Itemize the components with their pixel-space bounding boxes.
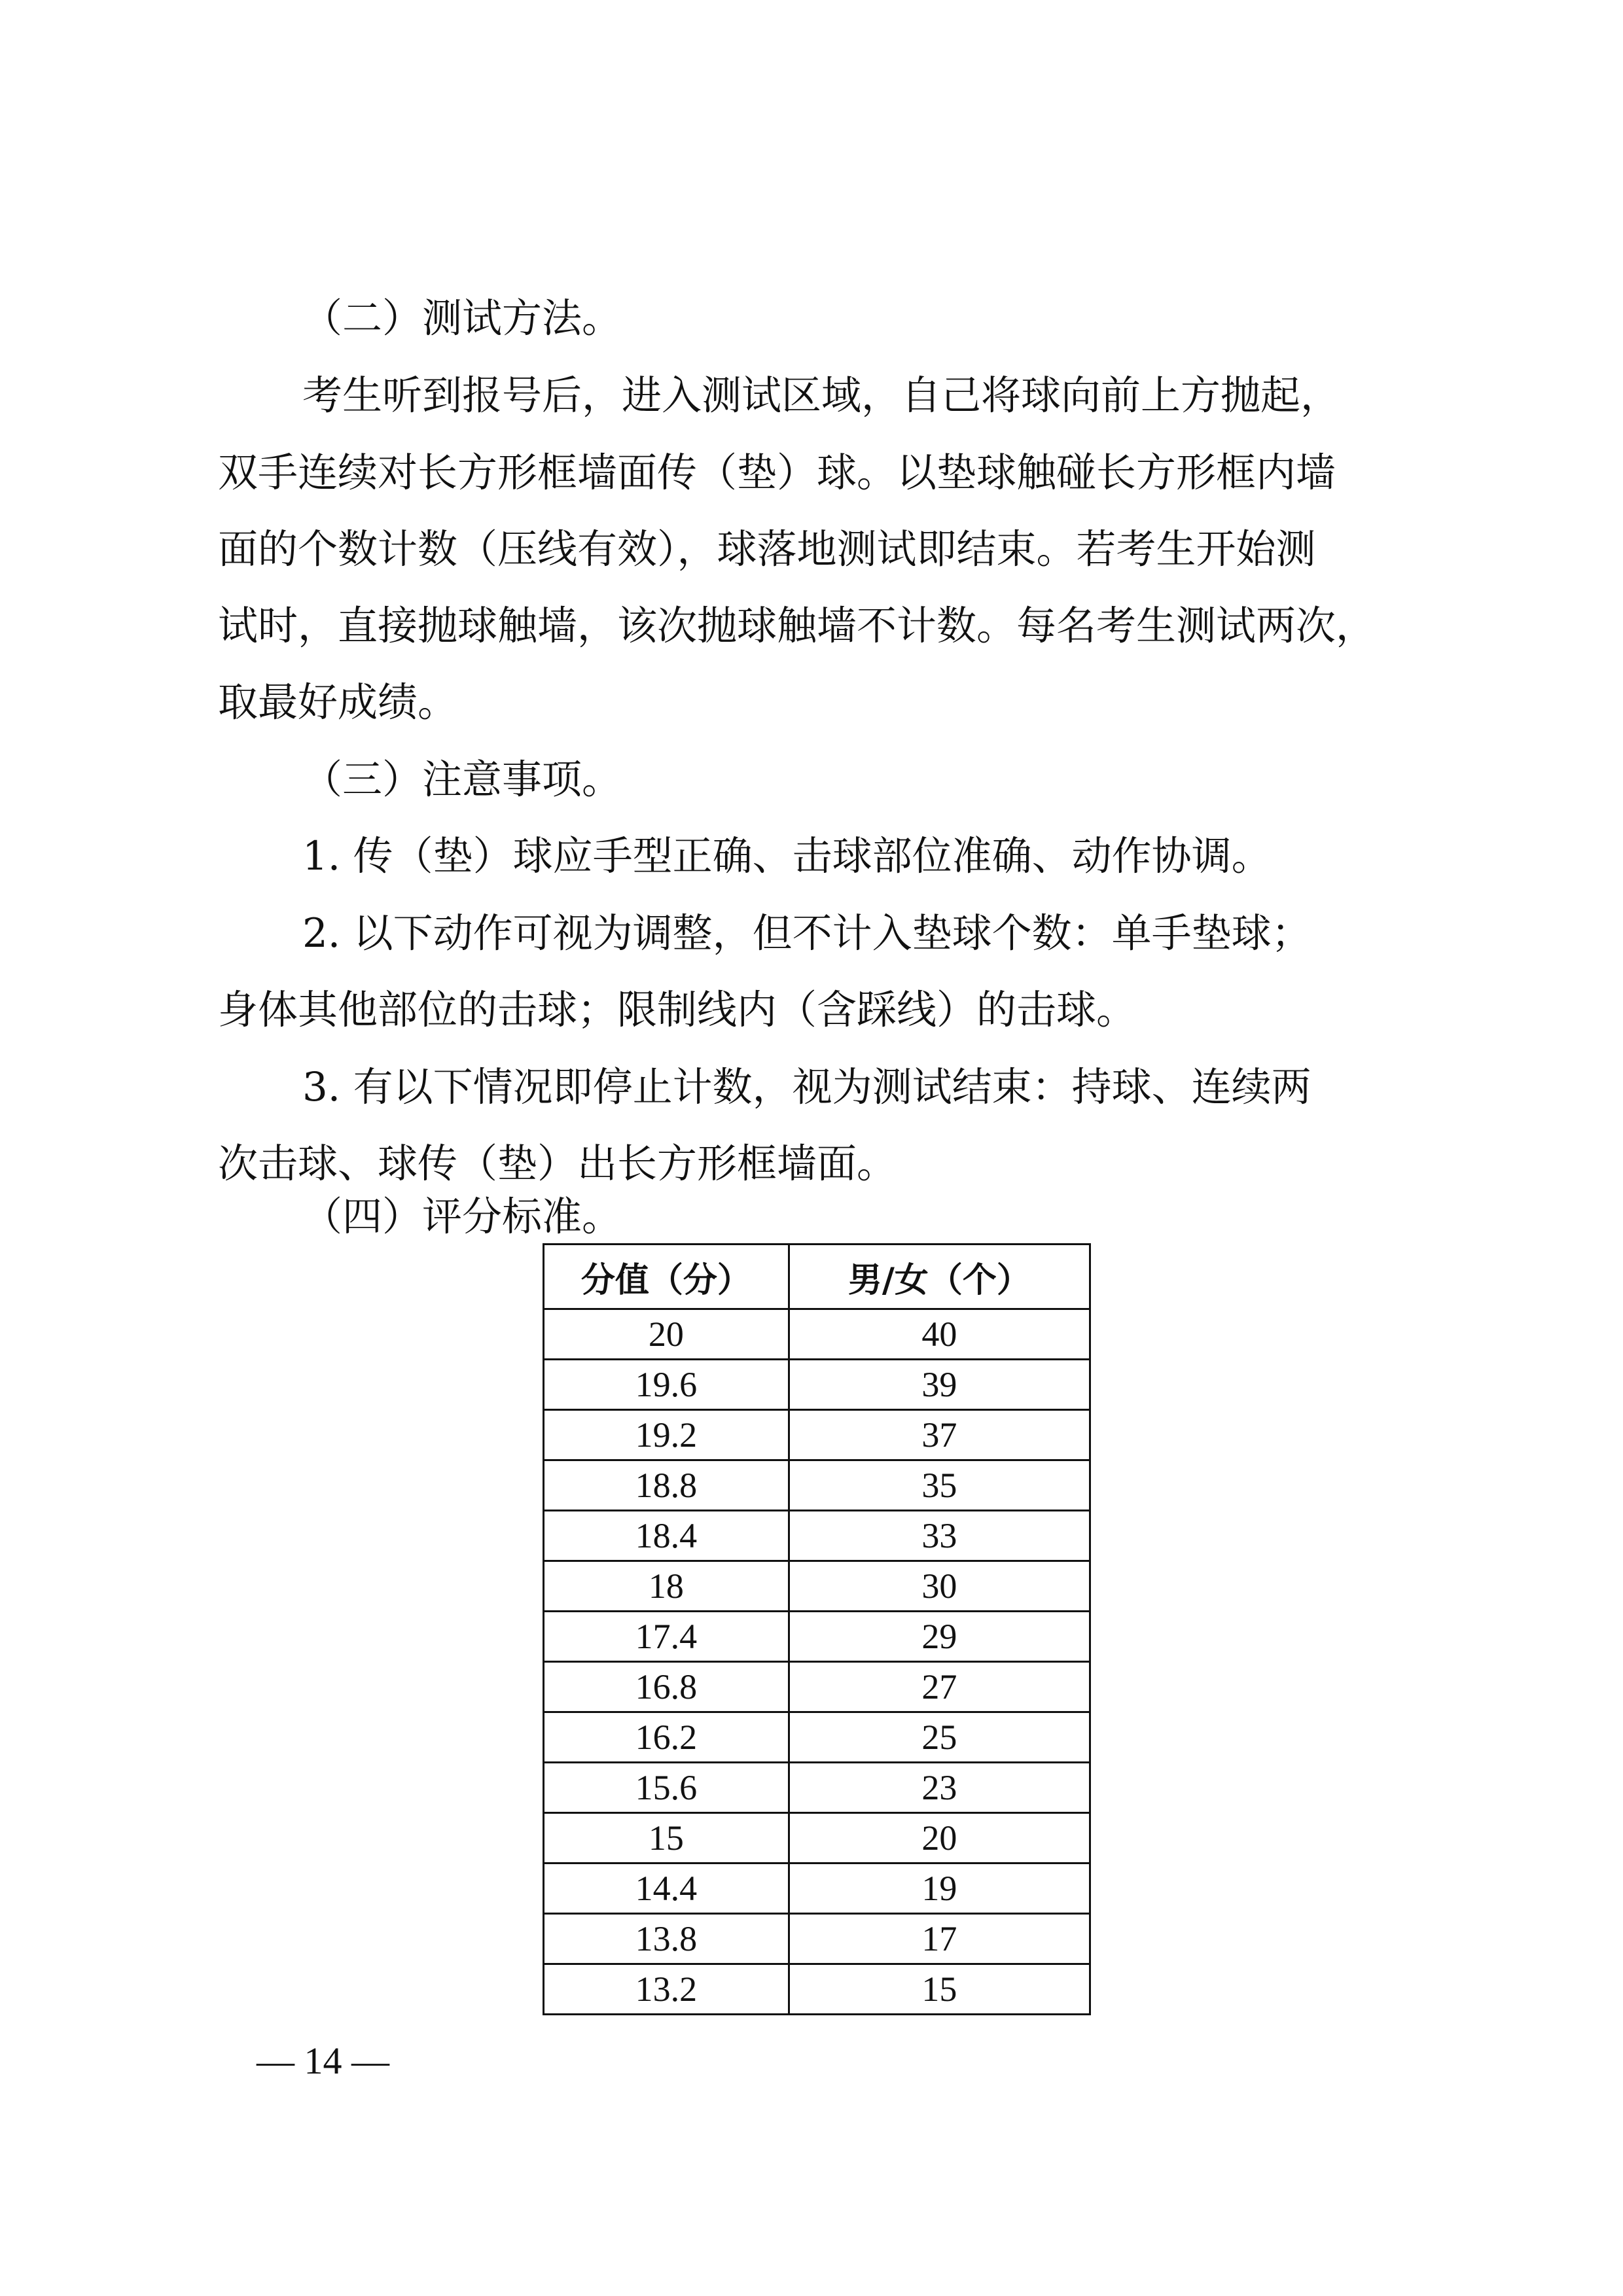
method-paragraph-line-5: 取最好成绩。 (218, 679, 458, 726)
note-item-2-line-2: 身体其他部位的击球；限制线内（含踩线）的击球。 (218, 987, 1137, 1033)
count-cell: 40 (789, 1309, 1090, 1360)
score-cell: 19.6 (544, 1360, 789, 1410)
table-row (544, 1561, 1090, 1612)
column-header-count: 男/女（个） (789, 1245, 1090, 1309)
score-cell: 14.4 (544, 1863, 789, 1914)
section-heading-test-method: （二）测试方法。 (302, 295, 622, 342)
score-cell: 18 (544, 1561, 789, 1612)
note-item-1: 1. 传（垫）球应手型正确、击球部位准确、动作协调。 (302, 833, 1272, 879)
section-heading-scoring: （四）评分标准。 (302, 1193, 622, 1240)
score-cell: 20 (544, 1309, 789, 1360)
method-paragraph-line-4: 试时，直接抛球触墙，该次抛球触墙不计数。每名考生测试两次， (218, 603, 1376, 649)
count-cell: 25 (789, 1712, 1090, 1763)
table-header-row (544, 1245, 1090, 1309)
count-cell: 27 (789, 1662, 1090, 1712)
table-row (544, 1813, 1090, 1863)
table-row (544, 1863, 1090, 1914)
count-cell: 23 (789, 1763, 1090, 1813)
table-row (544, 1964, 1090, 2015)
count-cell: 37 (789, 1410, 1090, 1460)
table-row (544, 1511, 1090, 1561)
column-header-score: 分值（分） (544, 1245, 789, 1309)
score-cell: 18.4 (544, 1511, 789, 1561)
table-row (544, 1460, 1090, 1511)
scoring-table (543, 1243, 1091, 2015)
count-cell: 33 (789, 1511, 1090, 1561)
count-cell: 35 (789, 1460, 1090, 1511)
score-cell: 18.8 (544, 1460, 789, 1511)
count-cell: 30 (789, 1561, 1090, 1612)
method-paragraph-line-1: 考生听到报号后，进入测试区域，自己将球向前上方抛起， (302, 372, 1341, 419)
score-cell: 15 (544, 1813, 789, 1863)
table-row (544, 1712, 1090, 1763)
note-item-3-line-1: 3. 有以下情况即停止计数，视为测试结束：持球、连续两 (302, 1064, 1311, 1110)
table-row (544, 1612, 1090, 1662)
score-cell: 15.6 (544, 1763, 789, 1813)
score-cell: 16.8 (544, 1662, 789, 1712)
count-cell: 29 (789, 1612, 1090, 1662)
score-cell: 13.8 (544, 1914, 789, 1964)
section-heading-notes: （三）注意事项。 (302, 756, 622, 803)
score-cell: 19.2 (544, 1410, 789, 1460)
score-cell: 16.2 (544, 1712, 789, 1763)
count-cell: 15 (789, 1964, 1090, 2015)
count-cell: 17 (789, 1914, 1090, 1964)
note-item-2-line-1: 2. 以下动作可视为调整，但不计入垫球个数：单手垫球； (302, 910, 1311, 957)
count-cell: 20 (789, 1813, 1090, 1863)
table-row (544, 1410, 1090, 1460)
table-row (544, 1360, 1090, 1410)
table-row (544, 1763, 1090, 1813)
score-cell: 13.2 (544, 1964, 789, 2015)
count-cell: 19 (789, 1863, 1090, 1914)
table-row (544, 1309, 1090, 1360)
table-row (544, 1662, 1090, 1712)
page-number: — 14 — (257, 2040, 389, 2082)
count-cell: 39 (789, 1360, 1090, 1410)
table-row (544, 1914, 1090, 1964)
score-cell: 17.4 (544, 1612, 789, 1662)
method-paragraph-line-2: 双手连续对长方形框墙面传（垫）球。以垫球触碰长方形框内墙 (218, 450, 1336, 496)
method-paragraph-line-3: 面的个数计数（压线有效），球落地测试即结束。若考生开始测 (218, 526, 1316, 573)
note-item-3-line-2: 次击球、球传（垫）出长方形框墙面。 (218, 1140, 897, 1187)
